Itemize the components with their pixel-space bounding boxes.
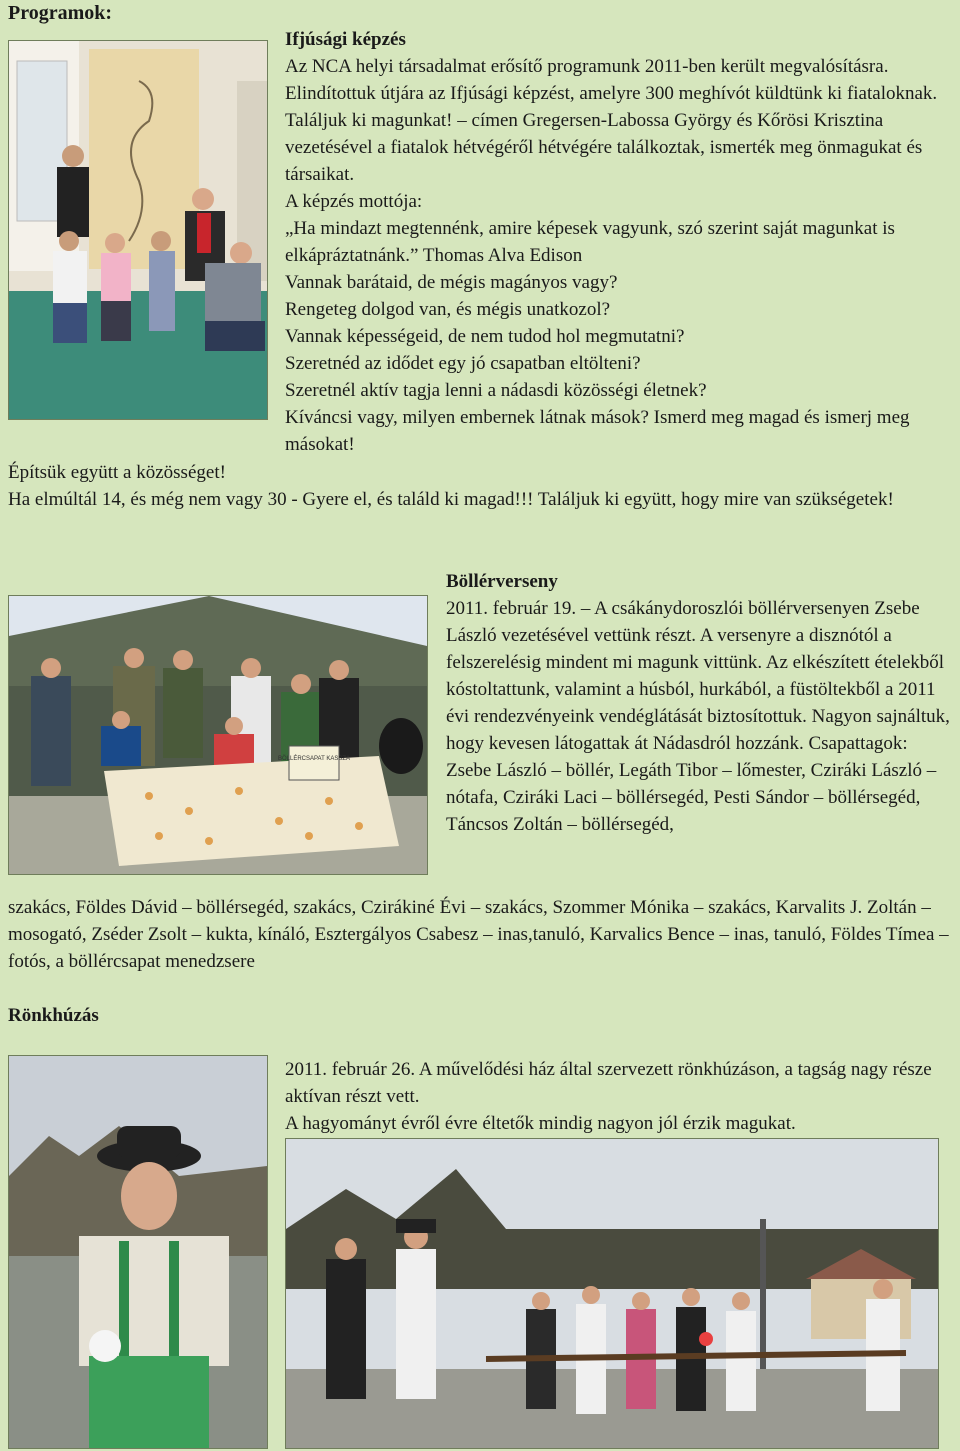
- boller-text-right: 2011. február 19. – A csákánydoroszlói böllérversenyen Zsebe László vezetésével vettünk részt. A versenyre a disznótól a felszerelésig mindent mi magunk vittünk. Az elkészített ételekből kóstoltattunk, valamint a húsból, hurkából, a füstöltekből a 2011 évi rendezvényeink vendéglátását biztosítottuk. Nagyon sajnáltuk, hogy kevesen látogattak át Nádasdról hozzánk. Csapattagok: Zsebe László – böllér, Legáth Tibor – lőmester, Cziráki László – nótafa, Cziráki Laci – böllérsegéd, Pesti Sándor – böllérsegéd, Táncsos Zoltán – böllérsegéd,: [446, 598, 950, 835]
- log-title: Rönkhúzás: [8, 1005, 99, 1026]
- question-2: Rengeteg dolgod van, és mégis unatkozol?: [285, 299, 611, 320]
- question-5: Szeretnél aktív tagja lenni a nádasdi közösségi életnek?: [285, 380, 707, 401]
- log-pulling-photo: [285, 1138, 939, 1449]
- cash-box-label: BÖLLÉRCSAPAT KASSZA: [277, 756, 351, 762]
- costume-man-photo: [8, 1055, 268, 1449]
- motto-quote: „Ha mindazt megtennénk, amire képesek vagyunk, szó szerint saját magunkat is elkápráztatnánk.” Thomas Alva Edison: [285, 218, 895, 266]
- question-6: Kíváncsi vagy, milyen embernek látnak mások? Ismerd meg magad és ismerj meg másokat!: [285, 407, 910, 455]
- question-1: Vannak barátaid, de mégis magányos vagy?: [285, 272, 618, 293]
- youth-group-photo: [8, 40, 268, 420]
- programs-heading: Programok:: [8, 2, 113, 24]
- youth-closing: Ha elmúltál 14, és még nem vagy 30 - Gyere el, és találd ki magad!!! Találjuk ki együtt, hogy mire van szükségetek!: [8, 489, 894, 510]
- question-4: Szeretnéd az idődet egy jó csapatban eltölteni?: [285, 353, 641, 374]
- boller-title: Böllérverseny: [446, 571, 558, 592]
- log-text-1: 2011. február 26. A művelődési ház által szervezett rönkhúzáson, a tagság nagy része aktívan részt vett.: [285, 1059, 932, 1107]
- build-community-line: Építsük együtt a közösséget!: [8, 462, 226, 483]
- question-3: Vannak képességeid, de nem tudod hol megmutatni?: [285, 326, 685, 347]
- boller-text-full: szakács, Földes Dávid – böllérsegéd, szakács, Czirákiné Évi – szakács, Szommer Mónika – szakács, Karvalits J. Zoltán – mosogató, Zséder Zsolt – kukta, kínáló, Esztergályos Csabesz – inas,tanuló, Karvalics Bence – inas, tanuló, Földes Tímea – fotós, a böllércsapat menedzsere: [8, 897, 949, 972]
- youth-title: Ifjúsági képzés: [285, 29, 406, 50]
- boller-team-photo: [8, 595, 428, 875]
- log-text-2: A hagyományt évről évre éltetők mindig nagyon jól érzik magukat.: [285, 1113, 796, 1134]
- youth-paragraph: Az NCA helyi társadalmat erősítő programunk 2011-ben került megvalósításra. Elindítottuk útjára az Ifjúsági képzést, amelyre 300 meghívót küldtünk ki fiataloknak. Találjuk ki magunkat! – címen Gregersen-Labossa György és Kőrösi Krisztina vezetésével a fiatalok hétvégéről hétvégére találkoztak, ismerték meg önmagukat és társaikat.: [285, 56, 938, 185]
- motto-intro: A képzés mottója:: [285, 191, 423, 212]
